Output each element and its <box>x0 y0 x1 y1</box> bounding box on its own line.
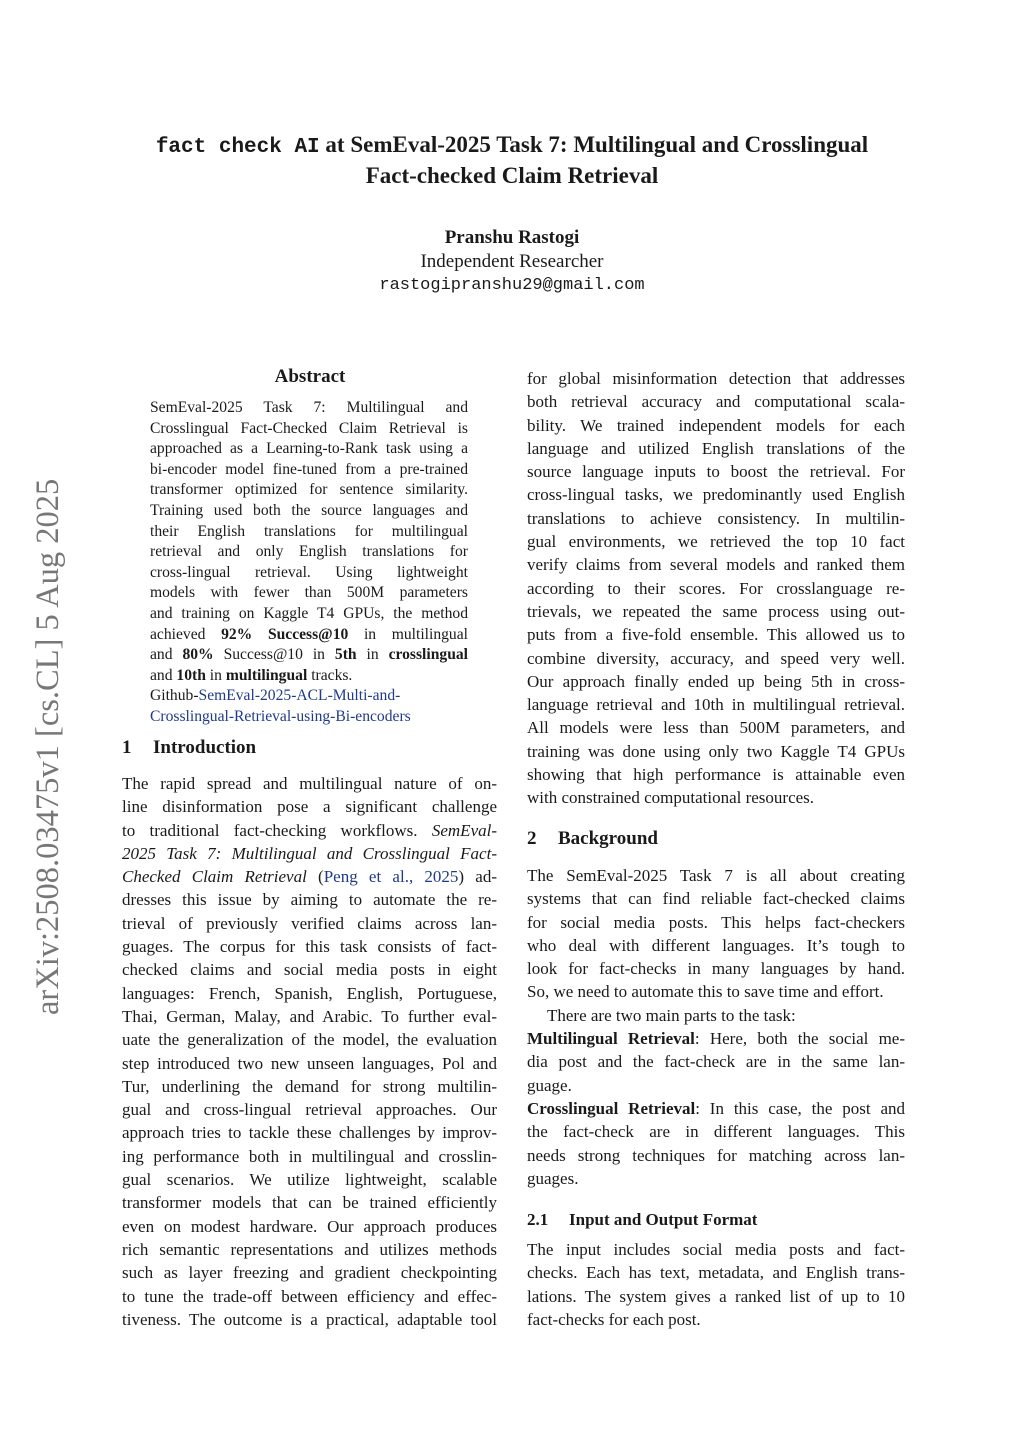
background-body <box>527 864 905 1190</box>
text-line: There are two main parts to the task: <box>547 1005 796 1025</box>
text-line: rich semantic representations and utilizes methods <box>122 1239 497 1259</box>
text-line: dresses this issue by aiming to automate the re- <box>122 890 497 910</box>
text-line: guages. <box>527 1168 579 1188</box>
text-line: checked claims and social media posts in eight <box>122 960 497 980</box>
definition-multilingual: Multilingual Retrieval: Here, both the social me- <box>527 1029 906 1049</box>
text-line: fact-checks for each post. <box>527 1309 701 1329</box>
text-line: uate the generalization of the model, the evaluation <box>122 1030 497 1050</box>
text-line: the fact-check are in different languages. This <box>527 1122 905 1142</box>
text-line: puts from a five-fold ensemble. This allowed us to <box>527 625 905 645</box>
text-line: to tune the trade-off between efficiency and effec- <box>122 1286 497 1306</box>
introduction-body <box>122 772 497 1331</box>
text-line: The SemEval-2025 Task 7 is all about creating <box>527 866 905 885</box>
abstract-line: models with fewer than 500M parameters <box>150 584 468 602</box>
text-line: 2025 Task 7: Multilingual and Crosslingual Fact- <box>122 843 497 863</box>
text-line: source language inputs to boost the retrieval. For <box>527 462 905 482</box>
text-line: gual scenarios. We utilize lightweight, scalable <box>122 1170 497 1190</box>
abstract-line: bi-encoder model fine-tuned from a pre-trained <box>150 460 468 478</box>
text-line: trieval of previously verified claims across lan- <box>122 913 497 933</box>
text-line: line disinformation pose a significant challenge <box>122 797 497 817</box>
text-line: training was done using only two Kaggle T4 GPUs <box>527 741 905 761</box>
arxiv-stamp: arXiv:2508.03475v1 [cs.CL] 5 Aug 2025 <box>30 478 66 1015</box>
text-line: look for fact-checks in many languages by hand. <box>527 959 905 979</box>
section-number: 2 <box>527 828 537 849</box>
github-line: Github-SemEval-2025-ACL-Multi-and- <box>150 687 401 705</box>
text-line: dia post and the fact-check are in the same lan- <box>527 1052 905 1072</box>
text-line: who deal with different languages. It’s tough to <box>527 935 905 955</box>
github-link[interactable]: SemEval-2025-ACL-Multi-and- <box>198 687 401 705</box>
text-line: Our approach finally ended up being 5th in cross- <box>527 671 905 691</box>
text-line: gual and cross-lingual retrieval approaches. Our <box>122 1100 497 1120</box>
abstract-line: SemEval-2025 Task 7: Multilingual and <box>150 399 468 416</box>
citation-link[interactable]: Peng et al., 2025 <box>323 867 459 887</box>
section-title: Background <box>558 828 658 849</box>
section-2-1-heading <box>527 1210 757 1230</box>
text-line: combine diversity, accuracy, and speed very well. <box>527 648 905 668</box>
title-line-1: at SemEval-2025 Task 7: Multilingual and Crosslingual <box>319 132 869 157</box>
text-line: guage. <box>527 1075 572 1095</box>
abstract-line: and training on Kaggle T4 GPUs, the method <box>150 604 468 622</box>
section-2-heading <box>527 828 658 850</box>
text-line: language retrieval and 10th in multilingual retrieval. <box>527 695 905 715</box>
text-line: for social media posts. This helps fact-checkers <box>527 912 905 932</box>
text-line: So, we need to automate this to save time and effort. <box>527 982 884 1002</box>
author-email[interactable]: rastogipranshu29@gmail.com <box>379 276 645 295</box>
text-line: for global misinformation detection that addresses <box>527 369 905 388</box>
introduction-continued <box>527 367 905 810</box>
text-line: Tur, underlining the demand for strong multilin- <box>122 1076 497 1096</box>
text-line: guages. The corpus for this task consists of fact- <box>122 937 497 957</box>
text-line: gual environments, we retrieved the top 10 fact <box>527 532 905 552</box>
abstract-line: Training used both the source languages and <box>150 501 468 519</box>
section-number: 2.1 <box>527 1210 549 1229</box>
title-line-2: Fact-checked Claim Retrieval <box>365 163 659 188</box>
abstract-line: achieved 92% Success@10 in multilingual <box>150 625 468 643</box>
text-line: even on modest hardware. Our approach produces <box>122 1216 497 1236</box>
abstract-line: and 80% Success@10 in 5th in crosslingual <box>150 646 468 664</box>
input-output-body <box>527 1238 905 1331</box>
abstract-line: retrieval and only English translations for <box>150 543 468 561</box>
text-line: cross-lingual tasks, we predominantly used English <box>527 485 905 505</box>
paper-title <box>80 131 944 190</box>
text-line: needs strong techniques for matching across lan- <box>527 1145 905 1165</box>
text-line: lations. The system gives a ranked list of up to 10 <box>527 1286 905 1306</box>
author-affiliation: Independent Researcher <box>420 251 604 272</box>
text-line: systems that can find reliable fact-checked claims <box>527 889 905 909</box>
abstract-line: their English translations for multilingual <box>150 522 468 540</box>
text-line: language and utilized English translations of the <box>527 438 905 458</box>
text-line: such as layer freezing and gradient checkpointing <box>122 1263 497 1283</box>
definition-crosslingual: Crosslingual Retrieval: In this case, the post and <box>527 1098 905 1118</box>
text-line: trievals, we repeated the same process using out- <box>527 601 905 621</box>
section-title: Input and Output Format <box>569 1210 758 1229</box>
text-line: translations to achieve consistency. In multilin- <box>527 508 905 528</box>
abstract-line: Crosslingual Fact-Checked Claim Retrieval is <box>150 419 468 437</box>
text-line: ing performance both in multilingual and crosslin- <box>122 1146 497 1166</box>
section-1-heading <box>122 737 256 759</box>
author-block <box>212 226 812 298</box>
section-number: 1 <box>122 737 132 758</box>
text-line: tiveness. The outcome is a practical, adaptable tool <box>122 1309 497 1329</box>
text-line: to traditional fact-checking workflows. SemEval- <box>122 820 497 840</box>
text-line: Thai, German, Malay, and Arabic. To further eval- <box>122 1006 497 1026</box>
abstract-line: and 10th in multilingual tracks. <box>150 666 353 684</box>
text-line: according to their scores. For crosslanguage re- <box>527 578 905 598</box>
text-line: approach tries to tackle these challenges by improv- <box>122 1123 497 1143</box>
text-line: All models were less than 500M parameters, and <box>527 718 905 738</box>
text-line: The rapid spread and multilingual nature of on- <box>122 774 497 793</box>
text-line: checks. Each has text, metadata, and English trans- <box>527 1263 905 1283</box>
text-line: bility. We trained independent models for each <box>527 415 905 435</box>
abstract-line: transformer optimized for sentence similarity. <box>150 481 468 499</box>
text-line: showing that high performance is attainable even <box>527 765 905 785</box>
text-line: languages: French, Spanish, English, Portuguese, <box>122 983 497 1003</box>
abstract-line: approached as a Learning-to-Rank task using a <box>150 440 468 458</box>
abstract-heading: Abstract <box>274 366 346 387</box>
github-link-continued[interactable]: Crosslingual-Retrieval-using-Bi-encoders <box>150 707 411 725</box>
text-line: step introduced two new unseen languages, Pol and <box>122 1053 497 1073</box>
text-line: transformer models that can be trained efficiently <box>122 1193 497 1213</box>
abstract-line: cross-lingual retrieval. Using lightweight <box>150 563 468 581</box>
text-line: verify claims from several models and ranked them <box>527 555 905 575</box>
title-team-name: fact check AI <box>155 136 320 159</box>
text-line: The input includes social media posts and fact- <box>527 1240 905 1259</box>
abstract-body <box>150 398 468 728</box>
text-line: both retrieval accuracy and computational scala- <box>527 392 905 412</box>
text-line: Checked Claim Retrieval (Peng et al., 2025) ad- <box>122 867 497 887</box>
section-title: Introduction <box>153 737 257 758</box>
text-line: with constrained computational resources. <box>527 788 815 808</box>
author-name: Pranshu Rastogi <box>444 227 580 248</box>
